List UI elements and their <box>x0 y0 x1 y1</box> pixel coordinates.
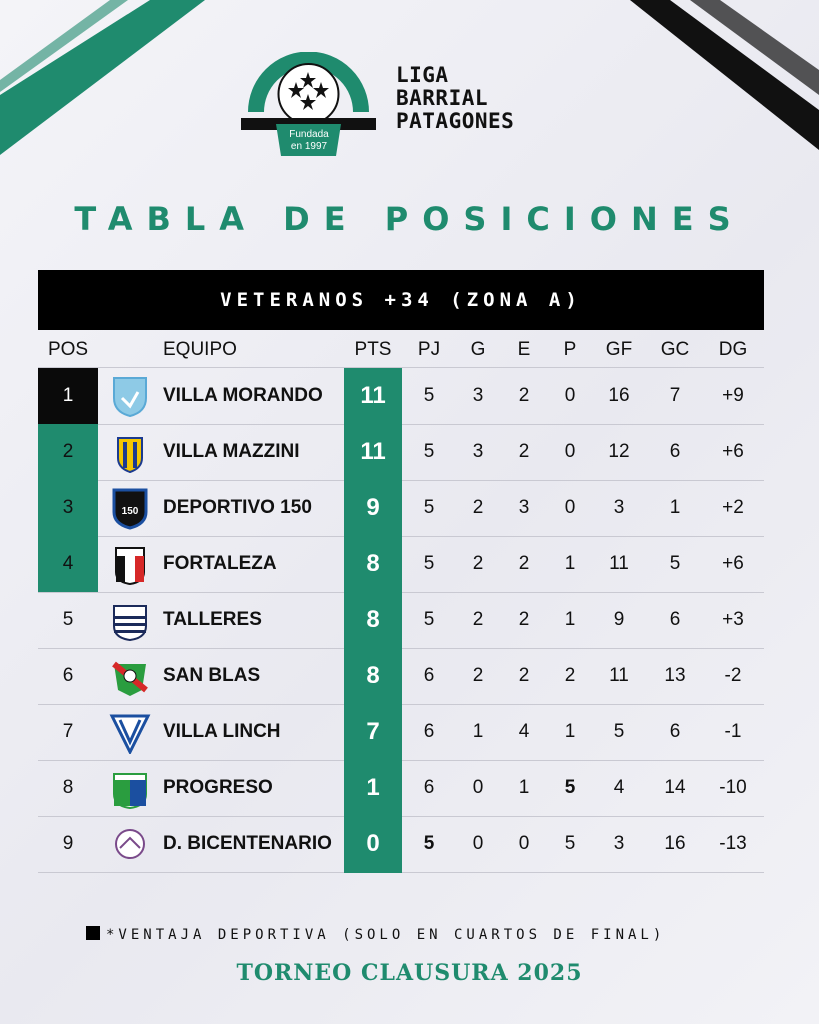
row-g: 2 <box>472 553 484 574</box>
row-p: 0 <box>564 497 576 518</box>
row-e: 4 <box>518 721 530 742</box>
villa-morando-shield <box>108 374 152 418</box>
row-dg: +6 <box>722 441 744 462</box>
row-e: 2 <box>518 441 530 462</box>
col-pj: PJ <box>417 339 441 360</box>
row-team-name: SAN BLAS <box>163 665 261 686</box>
row-g: 3 <box>472 441 484 462</box>
page-title: TABLA DE POSICIONES <box>74 200 745 238</box>
row-dg: -10 <box>719 777 747 798</box>
row-gf: 16 <box>608 385 630 406</box>
row-position: 3 <box>38 480 98 536</box>
row-g: 1 <box>472 721 484 742</box>
col-pos: POS <box>47 339 89 360</box>
row-pj: 5 <box>423 497 435 518</box>
row-gf: 3 <box>613 833 625 854</box>
table-row <box>38 424 764 481</box>
row-gf: 5 <box>613 721 625 742</box>
row-team-name: VILLA MAZZINI <box>163 441 300 462</box>
col-dg: DG <box>718 339 748 360</box>
league-name-line2: BARRIAL <box>396 86 489 110</box>
category-banner: VETERANOS +34 (ZONA A) <box>38 270 764 330</box>
row-e: 0 <box>518 833 530 854</box>
row-gc: 6 <box>669 721 681 742</box>
row-p: 0 <box>564 385 576 406</box>
row-p: 1 <box>564 721 576 742</box>
row-pj: 5 <box>423 609 435 630</box>
row-e: 2 <box>518 665 530 686</box>
row-p: 1 <box>564 609 576 630</box>
row-gf: 9 <box>613 609 625 630</box>
row-position: 1 <box>38 368 98 424</box>
row-team-name: DEPORTIVO 150 <box>163 497 312 518</box>
row-gc: 6 <box>669 609 681 630</box>
row-pj: 6 <box>423 721 435 742</box>
row-team-name: D. BICENTENARIO <box>163 833 332 854</box>
row-pj: 5 <box>423 553 435 574</box>
row-g: 0 <box>472 833 484 854</box>
table-row <box>38 592 764 649</box>
row-position: 7 <box>62 721 74 742</box>
row-dg: +3 <box>722 609 744 630</box>
row-p: 5 <box>564 777 576 798</box>
col-e: E <box>517 339 531 360</box>
row-team-name: VILLA LINCH <box>163 721 281 742</box>
logo-founded-line2: en 1997 <box>290 141 328 152</box>
row-e: 2 <box>518 553 530 574</box>
row-points: 11 <box>344 368 402 425</box>
row-gf: 12 <box>608 441 630 462</box>
row-e: 2 <box>518 609 530 630</box>
row-dg: -2 <box>724 665 742 686</box>
col-g: G <box>470 339 486 360</box>
league-name <box>396 64 514 133</box>
row-p: 0 <box>564 441 576 462</box>
row-points: 1 <box>344 760 402 817</box>
row-position: 4 <box>38 536 98 592</box>
col-gc: GC <box>660 339 690 360</box>
row-p: 2 <box>564 665 576 686</box>
fortaleza-shield <box>108 542 152 586</box>
col-equipo: EQUIPO <box>163 339 237 360</box>
row-dg: +2 <box>722 497 744 518</box>
legend <box>86 926 665 943</box>
row-pj: 6 <box>423 665 435 686</box>
row-e: 2 <box>518 385 530 406</box>
row-gc: 14 <box>664 777 686 798</box>
deportivo-150-shield <box>108 486 152 530</box>
row-dg: -13 <box>719 833 747 854</box>
league-name-line3: PATAGONES <box>396 109 515 133</box>
row-gc: 1 <box>669 497 681 518</box>
row-gf: 11 <box>609 553 629 574</box>
row-p: 5 <box>564 833 576 854</box>
table-row <box>38 648 764 705</box>
table-row <box>38 760 764 817</box>
col-gf: GF <box>605 339 633 360</box>
row-gf: 11 <box>609 665 629 686</box>
table-row <box>38 480 764 537</box>
row-gc: 6 <box>669 441 681 462</box>
row-e: 3 <box>518 497 530 518</box>
row-gf: 3 <box>613 497 625 518</box>
table-row <box>38 816 764 873</box>
row-dg: +9 <box>722 385 744 406</box>
row-g: 2 <box>472 609 484 630</box>
villa-linch-shield <box>108 710 152 754</box>
row-position: 9 <box>62 833 74 854</box>
logo-founded-line1: Fundada <box>289 129 329 140</box>
row-points: 8 <box>344 592 402 649</box>
col-p: P <box>563 339 577 360</box>
row-g: 2 <box>472 665 484 686</box>
row-dg: +6 <box>722 553 744 574</box>
row-pj: 5 <box>423 441 435 462</box>
row-position: 6 <box>62 665 74 686</box>
row-g: 0 <box>472 777 484 798</box>
row-points: 8 <box>344 536 402 593</box>
row-gc: 7 <box>669 385 681 406</box>
row-team-name: TALLERES <box>163 609 262 630</box>
row-points: 7 <box>344 704 402 761</box>
row-gf: 4 <box>613 777 625 798</box>
table-header <box>38 335 764 365</box>
row-gc: 16 <box>664 833 686 854</box>
row-gc: 13 <box>664 665 686 686</box>
row-pj: 6 <box>423 777 435 798</box>
green-brush-stroke <box>0 0 230 160</box>
table-row <box>38 704 764 761</box>
progreso-shield <box>108 766 152 810</box>
row-e: 1 <box>518 777 530 798</box>
row-points: 9 <box>344 480 402 537</box>
row-pj: 5 <box>423 385 435 406</box>
row-dg: -1 <box>724 721 742 742</box>
san-blas-shield <box>108 654 152 698</box>
row-gc: 5 <box>669 553 681 574</box>
black-brush-stroke <box>630 0 819 160</box>
row-pj: 5 <box>423 833 435 854</box>
row-points: 0 <box>344 816 402 873</box>
row-team-name: PROGRESO <box>163 777 273 798</box>
villa-mazzini-shield <box>108 430 152 474</box>
row-g: 3 <box>472 385 484 406</box>
row-position: 5 <box>62 609 74 630</box>
league-name-line1: LIGA <box>396 63 449 87</box>
tournament-name: TORNEO CLAUSURA 2025 <box>236 960 583 986</box>
d-bicentenario-shield <box>108 822 152 866</box>
row-p: 1 <box>564 553 576 574</box>
row-points: 8 <box>344 648 402 705</box>
col-pts: PTS <box>354 339 392 360</box>
row-g: 2 <box>472 497 484 518</box>
talleres-shield <box>108 598 152 642</box>
row-points: 11 <box>344 424 402 481</box>
legend-text: *VENTAJA DEPORTIVA (SOLO EN CUARTOS DE FINAL) <box>106 927 666 943</box>
table-row <box>38 536 764 593</box>
legend-square-icon <box>86 926 100 940</box>
table-row <box>38 368 764 425</box>
svg-text:150: 150 <box>121 506 139 517</box>
row-position: 2 <box>38 424 98 480</box>
row-team-name: FORTALEZA <box>163 553 277 574</box>
row-team-name: VILLA MORANDO <box>163 385 323 406</box>
row-position: 8 <box>62 777 74 798</box>
